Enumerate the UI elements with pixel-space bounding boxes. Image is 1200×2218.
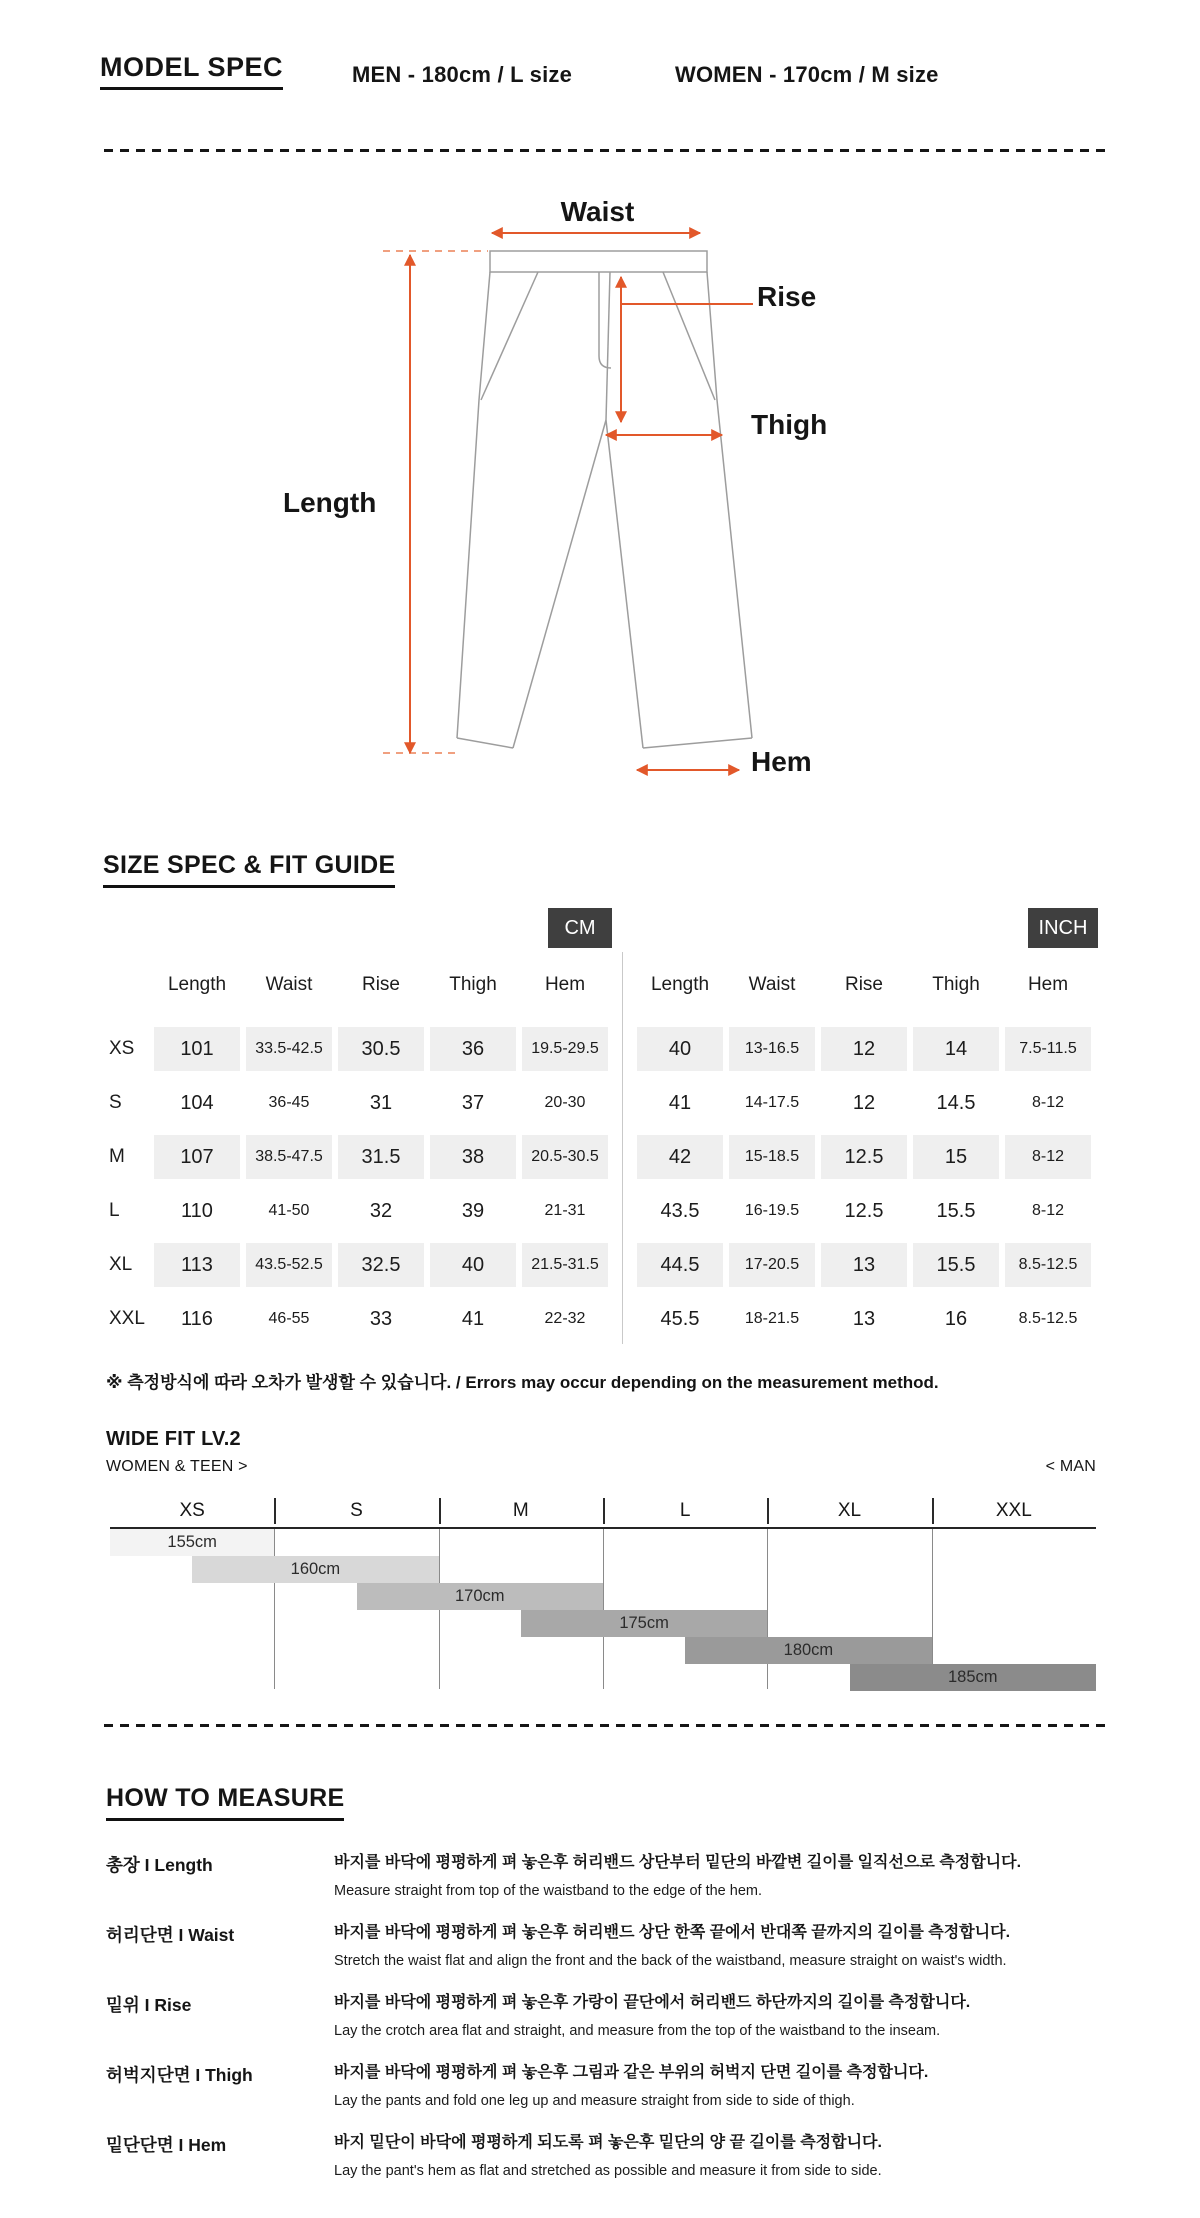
- measure-desc-ko: 바지를 바닥에 평평하게 펴 놓은후 허리밴드 상단부터 밑단의 바깥변 길이를 일직선으로 측정합니다.: [334, 1854, 1022, 1871]
- col-header-length: Length: [167, 974, 227, 995]
- inch-cell: 16-19.5: [744, 1202, 800, 1219]
- left-hem-edge: [457, 738, 513, 748]
- corner-cell: [105, 960, 148, 974]
- cm-cell: 32: [369, 1199, 393, 1222]
- cm-cell: 22-32: [544, 1310, 586, 1327]
- cm-cell: 43.5-52.5: [246, 1243, 332, 1287]
- cm-cell: 21-31: [544, 1202, 586, 1219]
- measure-row-thigh: [106, 2062, 1106, 2111]
- measure-row-label: 총장 I Length: [106, 1855, 213, 1875]
- cm-cell: 113: [154, 1243, 240, 1287]
- rise-label: Rise: [757, 281, 817, 312]
- model-spec-women: WOMEN - 170cm / M size: [675, 62, 939, 87]
- measure-row-label: 허벅지단면 I Thigh: [106, 2065, 253, 2085]
- cm-cell: 36-45: [268, 1094, 310, 1111]
- table-divider: [622, 952, 623, 1344]
- measure-row-label: 허리단면 I Waist: [106, 1925, 235, 1945]
- inch-cell: 43.5: [660, 1199, 700, 1222]
- measure-desc-ko: 바지를 바닥에 평평하게 펴 놓은후 가랑이 끝단에서 허리밴드 하단까지의 길이를 측정합니다.: [334, 1994, 971, 2011]
- measure-desc-en: Lay the pant's hem as flat and stretched as possible and measure it from side to side.: [334, 2163, 882, 2179]
- inch-cell: 13: [852, 1307, 876, 1330]
- col-header-waist: Waist: [748, 974, 796, 995]
- inch-cell: 8.5-12.5: [1018, 1310, 1078, 1327]
- col-header-length: Length: [650, 974, 710, 995]
- size-row-label: M: [109, 1146, 125, 1167]
- pants-measure-diagram: [95, 170, 1105, 820]
- pants-outline: [457, 251, 752, 748]
- inch-cell: 41: [668, 1091, 692, 1114]
- how-to-measure-title: HOW TO MEASURE: [106, 1784, 344, 1821]
- cm-cell: 110: [181, 1199, 213, 1222]
- size-table-cm: [105, 960, 608, 1346]
- page-title: [100, 52, 283, 90]
- inch-cell: 12: [821, 1027, 907, 1071]
- fit-size-m: M: [512, 1500, 529, 1521]
- inch-cell: 15: [913, 1135, 999, 1179]
- fit-size-xxl: XXL: [995, 1500, 1032, 1521]
- cm-cell: 33: [369, 1307, 393, 1330]
- measure-desc-ko: 바지를 바닥에 평평하게 펴 놓은후 그림과 같은 부위의 허벅지 단면 길이를 측정합니다.: [334, 2064, 929, 2081]
- inch-cell: 14-17.5: [744, 1094, 800, 1111]
- model-spec-title: MODEL SPEC: [100, 52, 283, 90]
- cm-cell: 19.5-29.5: [522, 1027, 608, 1071]
- measure-row-label: 밑단단면 I Hem: [106, 2135, 227, 2155]
- col-header-rise: Rise: [844, 974, 883, 995]
- cm-cell: 20.5-30.5: [522, 1135, 608, 1179]
- col-header-hem: Hem: [1027, 974, 1069, 995]
- top-dashed-divider: [104, 149, 1111, 152]
- inch-cell: 16: [944, 1307, 968, 1330]
- right-pocket-line: [663, 272, 715, 400]
- model-spec-men: MEN - 180cm / L size: [352, 62, 573, 87]
- left-outer-seam: [457, 272, 490, 738]
- height-bar-170: 170cm: [357, 1583, 604, 1610]
- measure-row-waist: [106, 1922, 1106, 1971]
- cm-unit-badge: CM: [548, 908, 612, 948]
- cm-cell: 33.5-42.5: [246, 1027, 332, 1071]
- inch-cell: 40: [637, 1027, 723, 1071]
- inch-cell: 12.5: [844, 1199, 884, 1222]
- height-bar-180: 180cm: [685, 1637, 932, 1664]
- inch-cell: 8-12: [1031, 1202, 1065, 1219]
- length-label: Length: [283, 487, 377, 518]
- size-axis-tick: [274, 1498, 276, 1524]
- inch-cell: 13: [821, 1243, 907, 1287]
- measure-desc-ko: 바지 밑단이 바닥에 평평하게 되도록 펴 놓은후 밑단의 양 끝 길이를 측정합니다.: [334, 2134, 882, 2151]
- height-bar-160: 160cm: [192, 1556, 439, 1583]
- col-header-waist: Waist: [265, 974, 313, 995]
- measurement-note: ※ 측정방식에 따라 오차가 발생할 수 있습니다. / Errors may occur depending on the measurement method.: [106, 1373, 939, 1392]
- inch-cell: 44.5: [637, 1243, 723, 1287]
- inch-unit-badge: INCH: [1028, 908, 1098, 948]
- col-header-thigh: Thigh: [932, 974, 980, 995]
- cm-cell: 107: [154, 1135, 240, 1179]
- right-inner-seam: [606, 420, 643, 748]
- cm-cell: 41: [461, 1307, 485, 1330]
- right-outer-seam: [707, 272, 752, 738]
- inch-cell: 12: [852, 1091, 876, 1114]
- chart-gridline: [767, 1529, 768, 1689]
- cm-cell: 30.5: [338, 1027, 424, 1071]
- inch-cell: 7.5-11.5: [1005, 1027, 1091, 1071]
- inch-cell: 15.5: [936, 1199, 976, 1222]
- col-header-hem: Hem: [544, 974, 586, 995]
- inch-cell: 13-16.5: [729, 1027, 815, 1071]
- right-hem-edge: [643, 738, 752, 748]
- cm-cell: 31: [369, 1091, 393, 1114]
- cm-cell: 104: [180, 1091, 214, 1114]
- fit-size-xl: XL: [837, 1500, 862, 1521]
- cm-cell: 38: [430, 1135, 516, 1179]
- inch-cell: 14: [913, 1027, 999, 1071]
- size-row-label: S: [109, 1092, 122, 1113]
- size-row-label: XS: [109, 1038, 135, 1059]
- measure-row-rise: [106, 1992, 1106, 2041]
- left-inner-seam: [513, 420, 606, 748]
- how-to-measure-list: [106, 1852, 1106, 2202]
- measure-row-hem: [106, 2132, 1106, 2181]
- cm-cell: 38.5-47.5: [246, 1135, 332, 1179]
- inch-cell: 15.5: [913, 1243, 999, 1287]
- bottom-dashed-divider: [104, 1724, 1111, 1727]
- cm-cell: 41-50: [268, 1202, 310, 1219]
- inch-cell: 12.5: [821, 1135, 907, 1179]
- inch-cell: 8.5-12.5: [1005, 1243, 1091, 1287]
- size-axis-tick: [439, 1498, 441, 1524]
- cm-cell: 116: [181, 1307, 213, 1330]
- inch-cell: 45.5: [660, 1307, 700, 1330]
- hem-label: Hem: [751, 746, 812, 777]
- cm-cell: 20-30: [544, 1094, 586, 1111]
- measure-row-label: 밑위 I Rise: [106, 1995, 192, 2015]
- col-header-thigh: Thigh: [449, 974, 497, 995]
- fit-guide-left-label: WOMEN & TEEN >: [106, 1458, 248, 1475]
- measure-desc-en: Lay the crotch area flat and straight, and measure from the top of the waistband to the inseam.: [334, 2023, 941, 2039]
- size-table-inch: [637, 960, 1091, 1346]
- chart-gridline: [274, 1529, 275, 1689]
- size-row-label: XL: [109, 1254, 133, 1275]
- fit-guide-right-label: < MAN: [1045, 1458, 1096, 1475]
- col-header-rise: Rise: [361, 974, 400, 995]
- waist-label: Waist: [560, 196, 635, 227]
- height-bar-155: 155cm: [110, 1529, 274, 1556]
- inch-cell: 17-20.5: [729, 1243, 815, 1287]
- cm-cell: 32.5: [338, 1243, 424, 1287]
- inch-cell: 42: [637, 1135, 723, 1179]
- measure-desc-ko: 바지를 바닥에 평평하게 펴 놓은후 허리밴드 상단 한쪽 끝에서 반대쪽 끝까지의 길이를 측정합니다.: [334, 1924, 1011, 1941]
- height-bar-185: 185cm: [850, 1664, 1097, 1691]
- size-spec-title: SIZE SPEC & FIT GUIDE: [103, 851, 395, 888]
- cm-cell: 37: [461, 1091, 485, 1114]
- size-axis-tick: [767, 1498, 769, 1524]
- fit-guide-chart: [110, 1495, 1096, 1693]
- fit-size-s: S: [350, 1500, 363, 1521]
- inch-cell: 8-12: [1031, 1094, 1065, 1111]
- fit-size-l: L: [679, 1500, 691, 1521]
- size-row-label: L: [109, 1200, 120, 1221]
- chart-gridline: [603, 1529, 604, 1689]
- inch-cell: 8-12: [1005, 1135, 1091, 1179]
- fit-size-xs: XS: [179, 1500, 205, 1521]
- cm-cell: 36: [430, 1027, 516, 1071]
- measure-desc-en: Measure straight from top of the waistband to the edge of the hem.: [334, 1883, 762, 1899]
- cm-cell: 31.5: [338, 1135, 424, 1179]
- cm-cell: 101: [154, 1027, 240, 1071]
- size-axis-tick: [932, 1498, 934, 1524]
- fit-guide-title: WIDE FIT LV.2: [106, 1428, 241, 1450]
- center-seam: [606, 272, 610, 420]
- height-bar-175: 175cm: [521, 1610, 768, 1637]
- measure-row-length: [106, 1852, 1106, 1901]
- inch-cell: 14.5: [936, 1091, 976, 1114]
- waistband: [490, 251, 707, 272]
- thigh-label: Thigh: [751, 409, 828, 440]
- inch-cell: 18-21.5: [744, 1310, 800, 1327]
- cm-cell: 21.5-31.5: [522, 1243, 608, 1287]
- inch-cell: 15-18.5: [729, 1135, 815, 1179]
- measure-desc-en: Stretch the waist flat and align the front and the back of the waistband, measure straight on waist's width.: [334, 1953, 1007, 1969]
- cm-cell: 39: [461, 1199, 485, 1222]
- cm-cell: 46-55: [268, 1310, 310, 1327]
- size-row-label: XXL: [109, 1308, 145, 1329]
- measure-desc-en: Lay the pants and fold one leg up and measure straight from side to side of thigh.: [334, 2093, 855, 2109]
- cm-cell: 40: [430, 1243, 516, 1287]
- size-axis-tick: [603, 1498, 605, 1524]
- left-pocket-line: [481, 272, 538, 400]
